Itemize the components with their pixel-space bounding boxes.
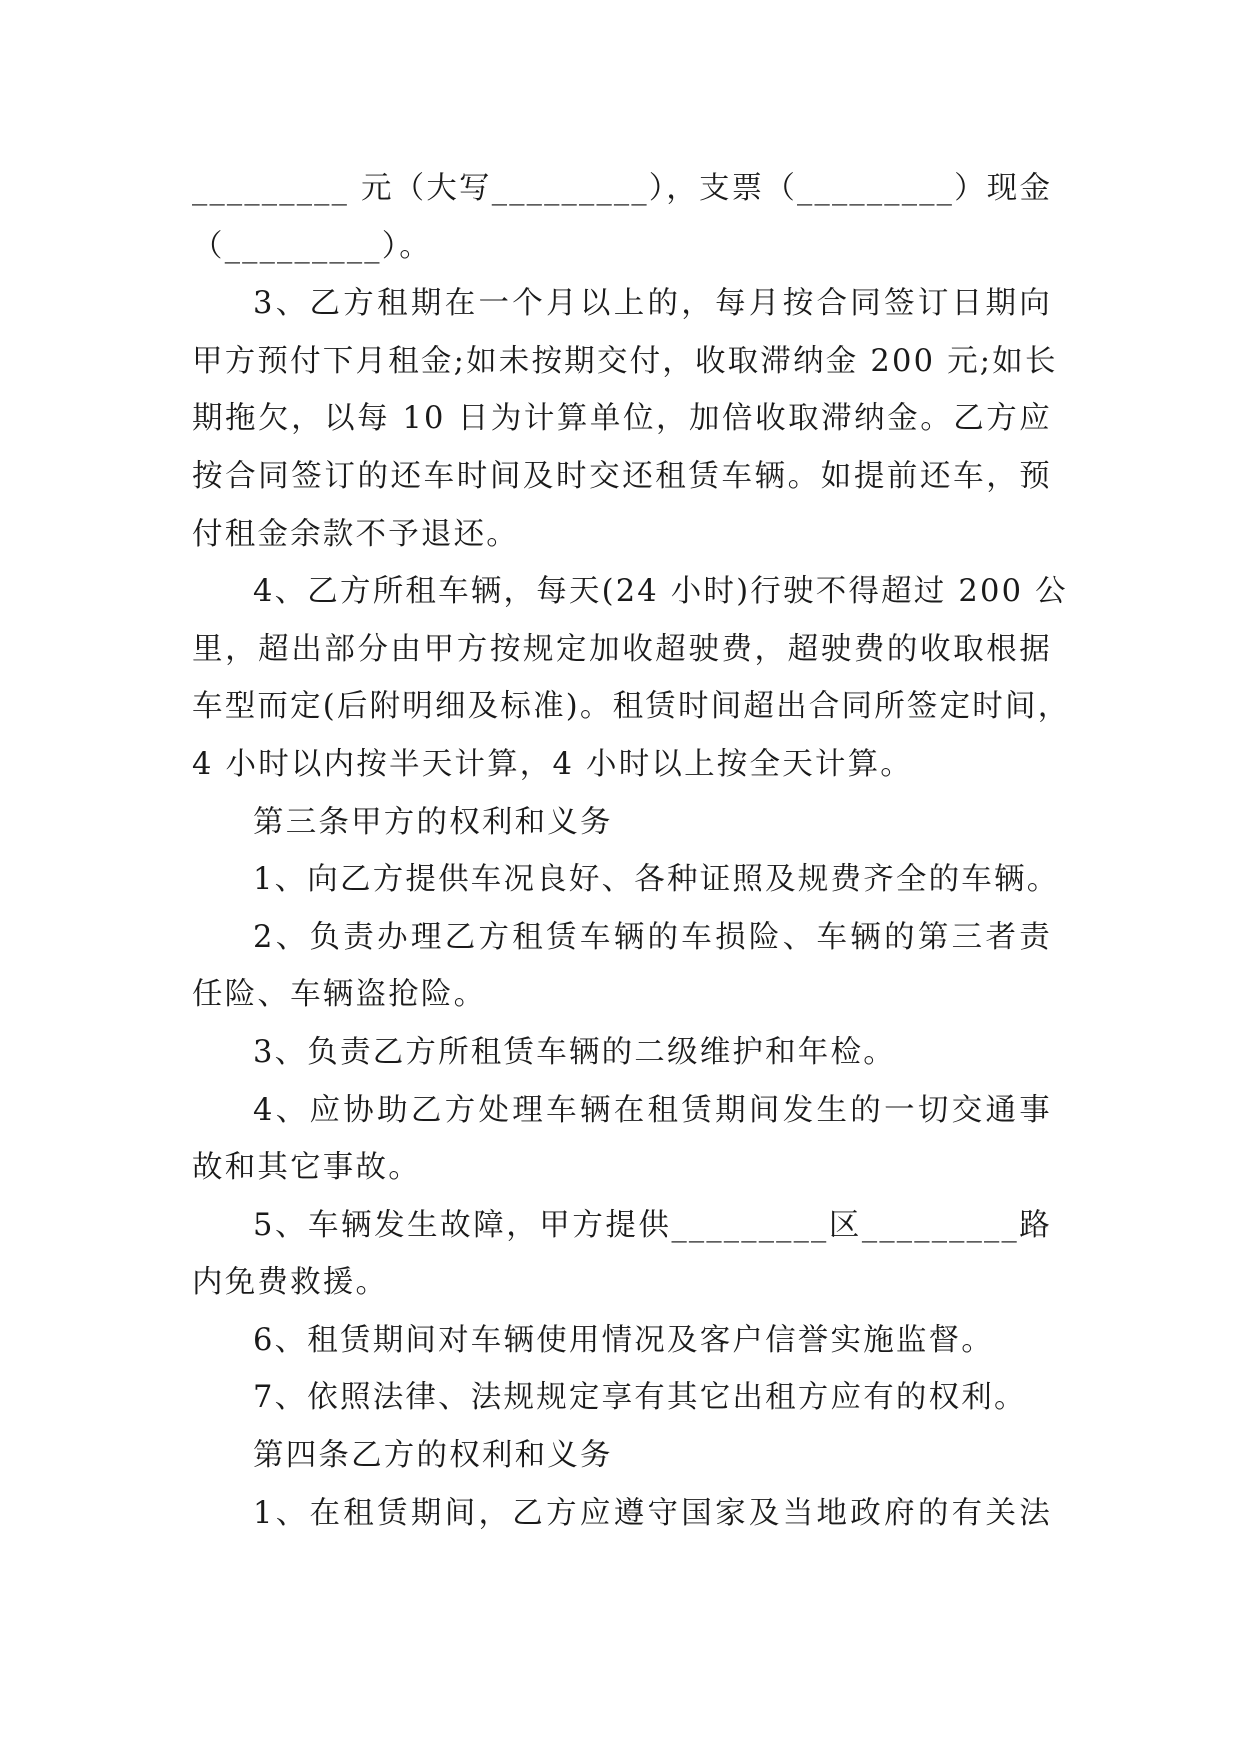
text-line: 4、应协助乙方处理车辆在租赁期间发生的一切交通事 [253, 1092, 1052, 1128]
text-line: 车型而定(后附明细及标准)。租赁时间超出合同所签定时间， [192, 689, 1071, 725]
text-line: 7、依照法律、法规规定享有其它出租方应有的权利。 [253, 1380, 1027, 1416]
text-line: 内免费救援。 [192, 1265, 389, 1301]
text-line: 4、乙方所租车辆，每天(24 小时)行驶不得超过 200 公 [253, 574, 1068, 610]
section-heading: 第四条乙方的权利和义务 [253, 1438, 613, 1474]
text-line: 6、租赁期间对车辆使用情况及客户信誉实施监督。 [253, 1322, 995, 1358]
text-line: 故和其它事故。 [192, 1150, 421, 1186]
text-line: 1、在租赁期间，乙方应遵守国家及当地政府的有关法 [253, 1495, 1052, 1531]
text-line: 4 小时以内按半天计算，4 小时以上按全天计算。 [192, 746, 913, 782]
text-line: 5、车辆发生故障，甲方提供_________区_________路 [253, 1207, 1052, 1243]
text-line: 付租金余款不予退还。 [192, 516, 519, 552]
text-line: 按合同签订的还车时间及时交还租赁车辆。如提前还车，预 [192, 458, 1052, 494]
text-line: 3、负责乙方所租赁车辆的二级维护和年检。 [253, 1034, 896, 1070]
text-line: 里，超出部分由甲方按规定加收超驶费，超驶费的收取根据 [192, 631, 1052, 667]
text-line: （_________）。 [192, 228, 432, 264]
text-line: 期拖欠，以每 10 日为计算单位，加倍收取滞纳金。乙方应 [192, 401, 1052, 437]
section-heading: 第三条甲方的权利和义务 [253, 804, 613, 840]
text-line: 2、负责办理乙方租赁车辆的车损险、车辆的第三者责 [253, 919, 1052, 955]
document-body [192, 160, 1071, 1542]
text-line: 甲方预付下月租金;如未按期交付，收取滞纳金 200 元;如长 [192, 343, 1058, 379]
text-line: 1、向乙方提供车况良好、各种证照及规费齐全的车辆。 [253, 862, 1060, 898]
text-line: 任险、车辆盗抢险。 [192, 977, 487, 1013]
text-line: 3、乙方租期在一个月以上的，每月按合同签订日期向 [253, 286, 1052, 322]
text-line: _________ 元（大写_________），支票（_________）现金 [192, 171, 1053, 206]
